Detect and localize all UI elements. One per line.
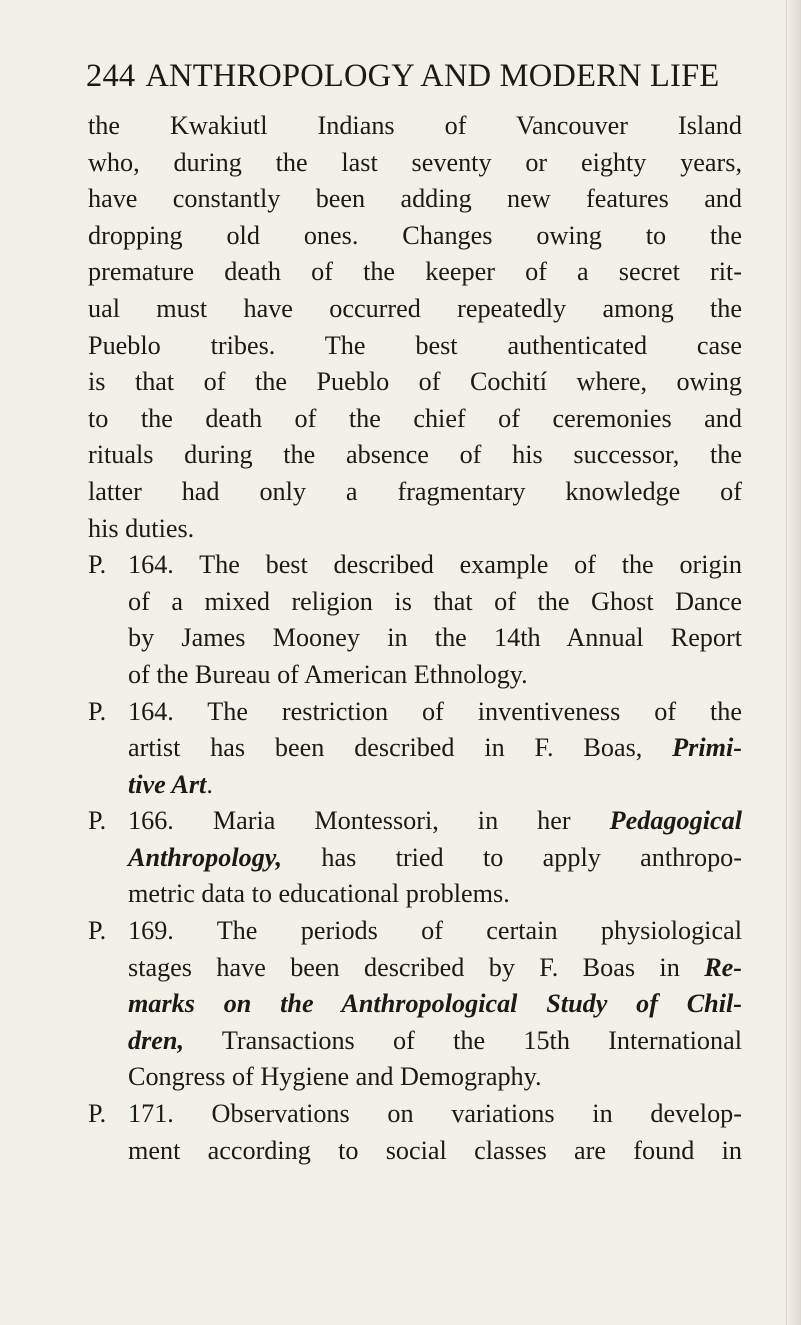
note-entry	[88, 547, 742, 693]
note-text: 164. The best described example of the origin	[128, 550, 742, 580]
text-line: dropping old ones. Changes owing to the	[88, 220, 742, 250]
note-line: Congress of Hygiene and Demography.	[128, 1062, 542, 1092]
note-line: metric data to educational problems.	[128, 879, 510, 909]
book-title: Re-	[704, 952, 743, 982]
text-line: the Kwakiutl Indians of Vancouver Island	[88, 111, 742, 140]
note-text: Transactions of the 15th International	[221, 1025, 742, 1055]
note-text: stages have been described by F. Boas in	[128, 952, 680, 982]
note-entry	[88, 1096, 742, 1169]
note-label: P.	[88, 916, 107, 946]
note-text: .	[206, 769, 213, 799]
page-edge-shadow	[787, 0, 801, 1325]
book-title: Pedagogical	[609, 806, 742, 836]
continued-paragraph	[88, 108, 742, 547]
text-line: latter had only a fragmentary knowledge of	[88, 476, 742, 506]
note-text: artist has been described in F. Boas,	[128, 733, 643, 763]
page-fold-line	[786, 0, 787, 1325]
text-line: who, during the last seventy or eighty years,	[88, 147, 742, 177]
book-title: marks on the Anthropological Study of Chil-	[128, 989, 742, 1019]
note-line	[88, 730, 742, 767]
note-first-line	[88, 803, 742, 840]
note-first-line	[88, 913, 742, 950]
text-line: Pueblo tribes. The best authenticated case	[88, 330, 742, 360]
text-line: rituals during the absence of his successor, the	[88, 440, 742, 470]
page-number: 244	[86, 58, 136, 94]
book-title: Anthropology,	[128, 842, 283, 872]
note-entry	[88, 913, 742, 1096]
note-label: P.	[88, 696, 107, 726]
note-first-line	[88, 1096, 742, 1133]
note-line: by James Mooney in the 14th Annual Report	[128, 623, 742, 653]
text-line: have constantly been adding new features and	[88, 184, 742, 214]
running-header	[86, 58, 746, 95]
note-line	[88, 767, 742, 804]
book-title: dren,	[128, 1025, 185, 1055]
text-line: is that of the Pueblo of Cochití where, owing	[88, 367, 742, 397]
text-line: his duties.	[88, 513, 195, 543]
note-text: 171. Observations on variations in develop-	[128, 1099, 742, 1129]
note-line: of a mixed religion is that of the Ghost Dance	[128, 586, 742, 616]
book-title: Primi-	[672, 733, 742, 763]
note-text: 164. The restriction of inventiveness of the	[128, 696, 742, 726]
note-first-line	[88, 694, 742, 731]
note-entry	[88, 803, 742, 913]
page-body	[88, 108, 742, 1169]
note-first-line	[88, 547, 742, 584]
note-line: of the Bureau of American Ethnology.	[128, 659, 528, 689]
text-line: to the death of the chief of ceremonies and	[88, 403, 742, 433]
note-line	[88, 840, 742, 877]
note-label: P.	[88, 550, 107, 580]
book-title: tive Art	[128, 769, 207, 799]
note-text: 166. Maria Montessori, in her	[128, 806, 571, 836]
note-line	[88, 1023, 742, 1060]
running-title: ANTHROPOLOGY AND MODERN LIFE	[145, 58, 720, 94]
note-line	[88, 950, 742, 987]
note-text: 169. The periods of certain physiological	[128, 916, 742, 946]
note-line: ment according to social classes are found in	[128, 1135, 742, 1165]
note-text: has tried to apply anthropo-	[321, 842, 742, 872]
text-line: premature death of the keeper of a secret rit-	[88, 257, 742, 287]
note-entry	[88, 694, 742, 804]
text-line: ual must have occurred repeatedly among the	[88, 293, 742, 323]
note-label: P.	[88, 806, 107, 836]
note-label: P.	[88, 1099, 107, 1129]
note-line	[88, 986, 742, 1023]
